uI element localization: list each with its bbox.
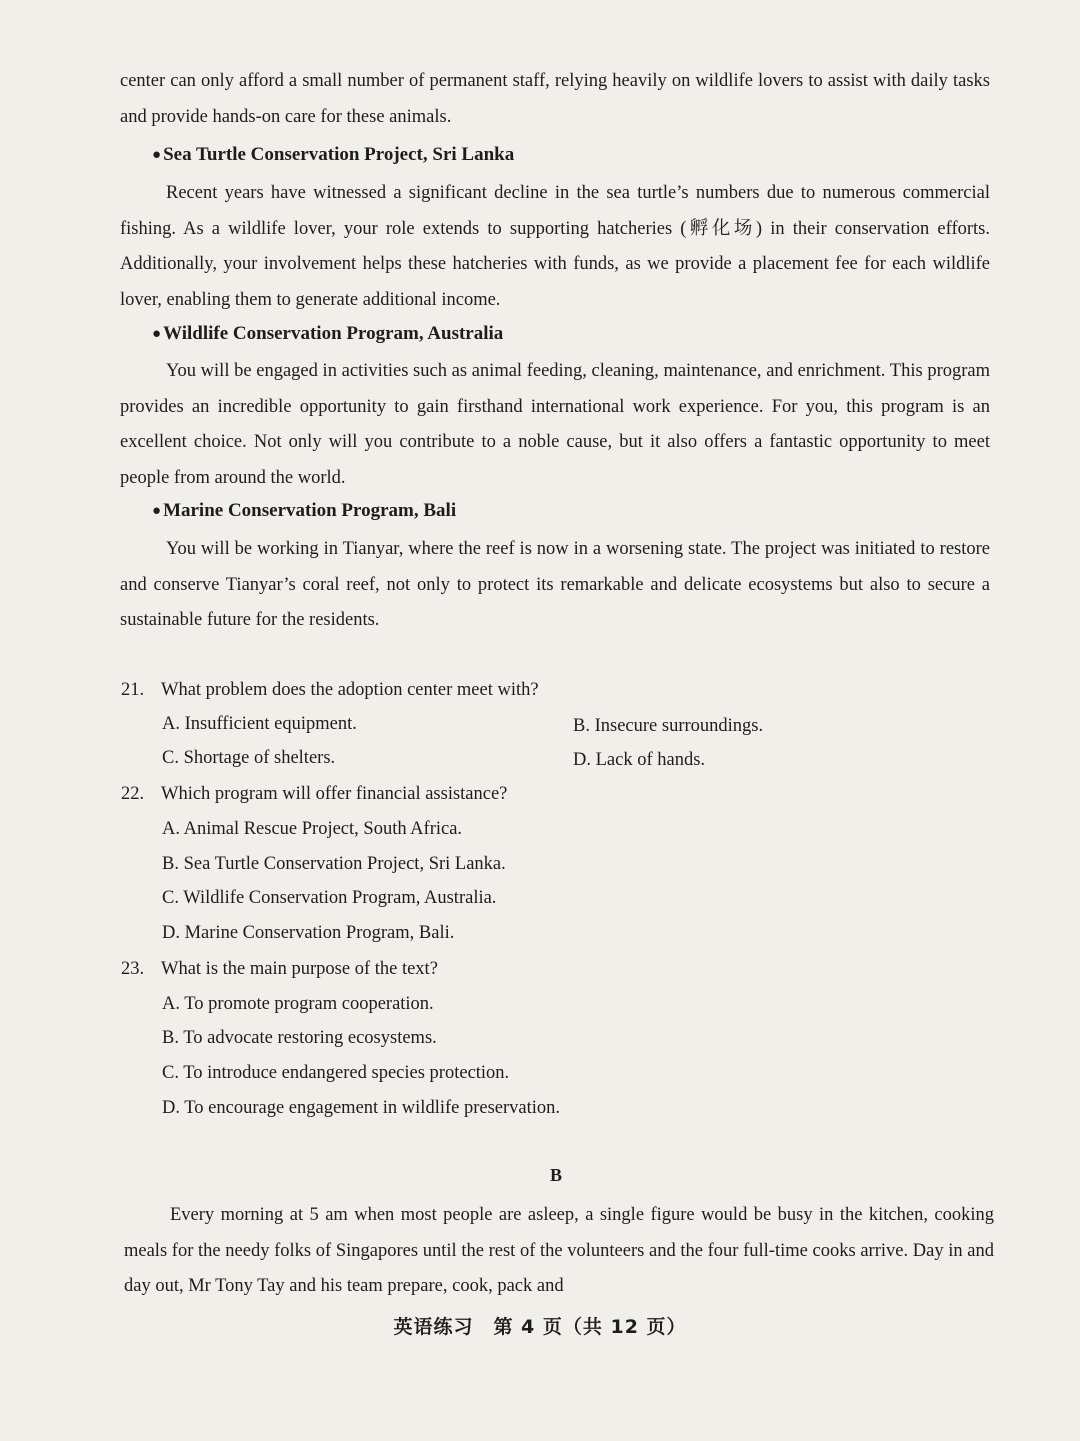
question-text: What is the main purpose of the text?	[161, 959, 438, 979]
option-23-d: D. To encourage engagement in wildlife preservation.	[162, 1098, 561, 1118]
heading-text: Wildlife Conservation Program, Australia	[163, 323, 504, 344]
question-text: What problem does the adoption center meet with?	[161, 680, 539, 700]
option-21-b: B. Insecure surroundings.	[573, 716, 764, 736]
paragraph-section-b: Every morning at 5 am when most people are asleep, a single figure would be busy in the kitchen, cooking meals for the needy folks of Singapores until the rest of the volunteers and the four full-time cooks arrive. Day in and day out, Mr Tony Tay and his team prepare, cook, pack and	[124, 1205, 994, 1296]
question-21	[121, 676, 539, 704]
option-21-d: D. Lack of hands.	[573, 750, 706, 770]
paragraph-wildlife-australia: You will be engaged in activities such as animal feeding, cleaning, maintenance, and enrichment. This program provides an incredible opportunity to gain firsthand international work experience. For you, this program is an excellent choice. Not only will you contribute to a noble cause, but it also offers a fantastic opportunity to meet people from around the world.	[120, 361, 990, 488]
heading-text: Marine Conservation Program, Bali	[163, 500, 457, 521]
option-23-b: B. To advocate restoring ecosystems.	[162, 1028, 437, 1048]
option-22-d: D. Marine Conservation Program, Bali.	[162, 923, 455, 943]
heading-wildlife-australia	[152, 320, 503, 349]
option-22-c: C. Wildlife Conservation Program, Australia.	[162, 888, 497, 908]
option-21-a: A. Insufficient equipment.	[162, 714, 357, 734]
option-22-a: A. Animal Rescue Project, South Africa.	[162, 819, 463, 839]
heading-marine-bali	[152, 497, 456, 526]
bullet-icon: ●	[152, 147, 162, 163]
option-21-c: C. Shortage of shelters.	[162, 748, 336, 768]
question-23	[121, 955, 438, 983]
heading-sea-turtle	[152, 141, 514, 170]
page-footer: 英语练习 第 4 页（共 12 页）	[393, 1316, 687, 1338]
question-text: Which program will offer financial assistance?	[161, 784, 508, 804]
option-23-c: C. To introduce endangered species protection.	[162, 1063, 510, 1083]
question-22	[121, 780, 507, 808]
bullet-icon: ●	[152, 326, 162, 342]
section-b-label: B	[550, 1165, 563, 1185]
paragraph-marine-bali: You will be working in Tianyar, where the reef is now in a worsening state. The project was initiated to restore and conserve Tianyar’s coral reef, not only to protect its remarkable and delicate ecosystems but also to secure a sustainable future for the residents.	[120, 539, 990, 630]
paragraph-adoption-center-end: center can only afford a small number of permanent staff, relying heavily on wildlife lovers to assist with daily tasks and provide hands-on care for these animals.	[120, 71, 990, 127]
question-number: 22.	[121, 784, 145, 804]
paragraph-sea-turtle: Recent years have witnessed a significant decline in the sea turtle’s numbers due to numerous commercial fishing. As a wildlife lover, your role extends to supporting hatcheries (孵化场) in their conservation efforts. Additionally, your involvement helps these hatcheries with funds, as we provide a placement fee for each wildlife lover, enabling them to generate additional income.	[120, 183, 990, 310]
question-number: 21.	[121, 680, 145, 700]
option-22-b: B. Sea Turtle Conservation Project, Sri Lanka.	[162, 854, 506, 874]
bullet-icon: ●	[152, 503, 162, 519]
heading-text: Sea Turtle Conservation Project, Sri Lanka	[163, 144, 515, 165]
option-23-a: A. To promote program cooperation.	[162, 994, 434, 1014]
question-number: 23.	[121, 959, 145, 979]
